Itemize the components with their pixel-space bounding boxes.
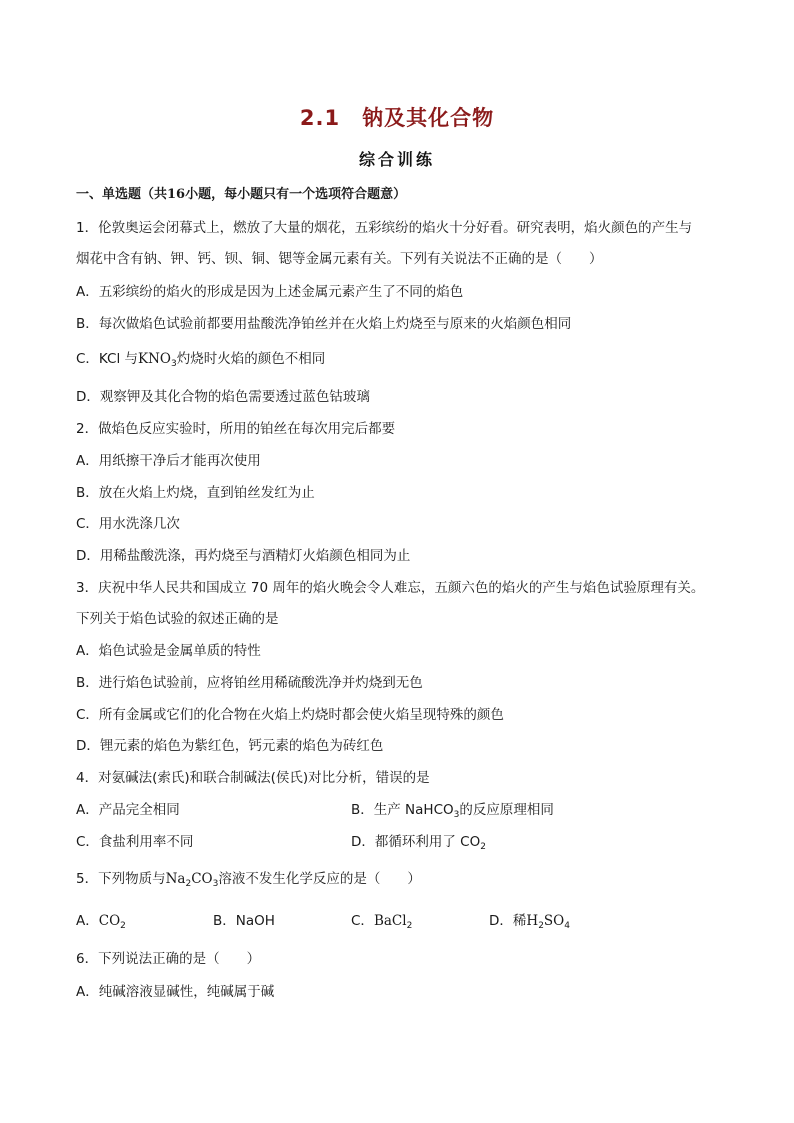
page-subtitle: 综合训练: [358, 150, 435, 169]
q2-option-c: C．用水洗涤几次: [76, 516, 180, 532]
q5-option-d: D．稀$H_2SO_4$: [489, 913, 570, 931]
q1-option-c: C．KCl 与$KNO_3$灼烧时火焰的颜色不相同: [76, 351, 326, 369]
q3-option-b: B．进行焰色试验前，应将铂丝用稀硫酸洗净并灼烧到无色: [76, 675, 423, 691]
q5-option-c: C．BaCl$_2$: [351, 913, 413, 931]
q5-option-a: A．$CO_2$: [76, 913, 126, 931]
q4-option-b: B．生产 NaHCO$_3$的反应原理相同: [351, 802, 554, 820]
q2-stem: 2．做焰色反应实验时，所用的铂丝在每次用完后都要: [76, 421, 396, 437]
q2-option-d: D．用稀盐酸洗涤，再灼烧至与酒精灯火焰颜色相同为止: [76, 548, 411, 564]
q1-option-d: D．观察钾及其化合物的焰色需要透过蓝色钴玻璃: [76, 389, 370, 405]
q1-stem-line2: 烟花中含有钠、钾、钙、钡、铜、锶等金属元素有关。下列有关说法不正确的是（ ）: [76, 251, 603, 267]
q4-option-d: D．都循环利用了 $CO_2$: [351, 834, 486, 852]
q6-option-a: A．纯碱溶液显碱性，纯碱属于碱: [76, 984, 275, 1000]
q6-stem: 6．下列说法正确的是（ ）: [76, 951, 261, 967]
q1-option-a: A．五彩缤纷的焰火的形成是因为上述金属元素产生了不同的焰色: [76, 284, 464, 300]
title-text: 钠及其化合物: [362, 106, 495, 130]
page-title: [0, 102, 794, 132]
q4-option-c: C．食盐利用率不同: [76, 834, 194, 850]
q1-stem-line1: 1．伦敦奥运会闭幕式上，燃放了大量的烟花，五彩缤纷的焰火十分好看。研究表明，焰火颜色的产生与: [76, 220, 693, 236]
q3-stem-line1: 3．庆祝中华人民共和国成立 70 周年的焰火晚会令人难忘，五颜六色的焰火的产生与焰色试验原理有关。: [76, 580, 705, 596]
q5-stem: 5．下列物质与$Na_2CO_3$溶液不发生化学反应的是（ ）: [76, 871, 421, 889]
q5-option-b: B．NaOH: [213, 913, 275, 929]
q3-option-c: C．所有金属或它们的化合物在火焰上灼烧时都会使火焰呈现特殊的颜色: [76, 707, 504, 723]
q2-option-a: A．用纸擦干净后才能再次使用: [76, 453, 261, 469]
title-number: 2.1: [299, 106, 341, 130]
q3-option-a: A．焰色试验是金属单质的特性: [76, 643, 261, 659]
section-heading: 一、单选题（共16小题，每小题只有一个选项符合题意）: [76, 187, 407, 202]
q2-option-b: B．放在火焰上灼烧，直到铂丝发红为止: [76, 485, 315, 501]
q1-option-b: B．每次做焰色试验前都要用盐酸洗净铂丝并在火焰上灼烧至与原来的火焰颜色相同: [76, 316, 572, 332]
q4-stem: 4．对氨碱法(索氏)和联合制碱法(侯氏)对比分析，错误的是: [76, 770, 430, 786]
q3-option-d: D．锂元素的焰色为紫红色，钙元素的焰色为砖红色: [76, 738, 384, 754]
q3-stem-line2: 下列关于焰色试验的叙述正确的是: [76, 611, 279, 627]
q4-option-a: A．产品完全相同: [76, 802, 180, 818]
